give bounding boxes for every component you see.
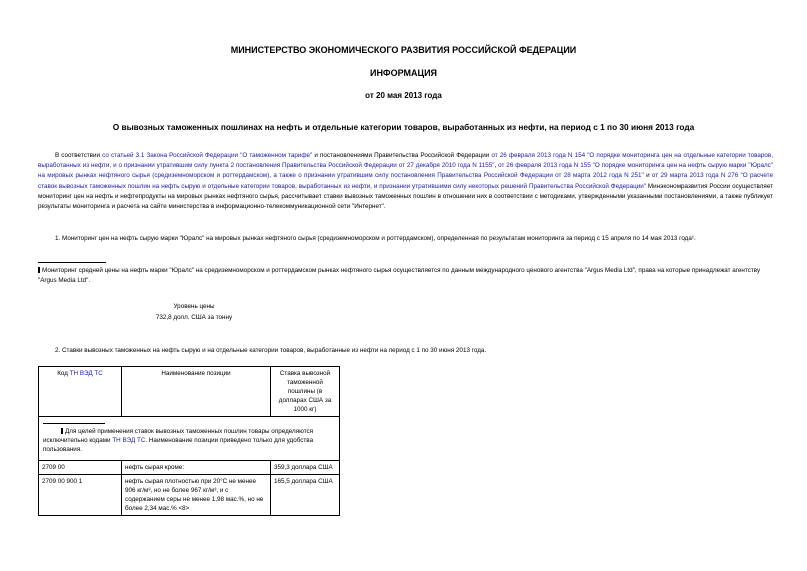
note-text: . Наименование позиции приведено только для удобства пользования. (43, 437, 314, 453)
row-name: нефть сырая плотностью при 20°С не менее 906 кг/м³, но не более 967 кг/м³, и с содержанием серы не менее 1,98 мас.%, но не более 2,34 мас.% <8> (122, 475, 271, 516)
tnved-link[interactable]: ТН ВЭД ТС (112, 437, 146, 444)
document-date: от 20 мая 2013 года (365, 91, 442, 100)
intro-text: и (643, 172, 652, 180)
table-note (39, 417, 340, 461)
intro-text: Минэкономразвития России осуществляет мониторинг цен на нефть и нефтепродукты на мировых рынках нефтяного сырья, рассчитывает ставки вывозных таможенных пошлин в отношении них в соответствии с методиками, утвержденными указанными постановлениями, а также публикует результаты мониторинга и расчета на сайте министерства в информационно-телекоммуникационной сети "Интернет". (38, 182, 773, 211)
price-level-label: Уровень цены (173, 303, 215, 310)
rates-paragraph: 2. Ставки вывозных таможенных на нефть сырую и на отдельные категории товаров, выработанные из нефти на период с 1 по 30 июня 2013 года. (55, 347, 487, 354)
footnote-marker-icon (61, 428, 63, 434)
footnote-marker-icon (38, 267, 40, 273)
note-marker (43, 428, 65, 435)
note-text: Для целей применения ставок вывозных таможенных пошлин товары определяются исключительно кодами (43, 428, 314, 444)
table-note-row (39, 417, 340, 461)
footnote-text: Мониторинг средней цены на нефть марки "Юралс" на средиземноморском и роттердамском рынках нефтяного сырья осуществляется по данным международного ценового агентства "Argus Media Ltd", права на которые принадлежат агентству "Argus Media Ltd". (38, 267, 761, 285)
footnote (38, 266, 773, 286)
law-link[interactable]: со статьей 3.1 Закона Российской Федерации "О таможенном тарифе" (102, 152, 313, 159)
header-rate: Ставка вывозной таможенной пошлины (в долларах США за 1000 кг) (271, 367, 340, 417)
price-level-value: 732,8 долл. США за тонну (155, 314, 233, 321)
decree-276-link[interactable]: от 29 марта 2013 года N 276 "О расчете ставок вывозных таможенных пошлин на нефть сырую и отдельные категории товаров, выработанных из нефти, и признании утратившими силу некоторых решений Правительства Российской Федерации" (38, 172, 773, 190)
intro-text: и постановлениями Правительства Российской Федерации (312, 152, 492, 159)
row-code: 2709 00 900 1 (39, 475, 122, 516)
tnved-link[interactable]: ТН ВЭД ТС (69, 370, 103, 377)
intro-text: , (494, 162, 499, 170)
header-name: Наименование позиции (122, 367, 271, 417)
intro-paragraph (38, 151, 773, 212)
row-code: 2709 00 (39, 461, 122, 475)
monitoring-paragraph: 1. Мониторинг цен на нефть сырую марки "Юралс" на мировых рынках нефтяного сырья (средиземноморском и роттердамском), определенная по результатам мониторинга за период с 15 апреля по 14 мая 2013 года¹. (55, 235, 696, 242)
footnote-separator (38, 262, 106, 263)
row-name: нефть сырая кроме: (122, 461, 271, 475)
table-row (39, 475, 340, 516)
ministry-title: МИНИСТЕРСТВО ЭКОНОМИЧЕСКОГО РАЗВИТИЯ РОССИЙСКОЙ ФЕДЕРАЦИИ (230, 45, 577, 55)
document-subject: О вывозных таможенных пошлинах на нефть и отдельные категории товаров, выработанных из нефти, на период с 1 по 30 июня 2013 года (112, 122, 695, 132)
decree-154-link[interactable]: от 26 февраля 2013 года N 154 "О порядке мониторинга цен на отдельные категории товаров, выработанных из нефти, и о признании утратившим силу пункта 2 постановления Правительства Российской Федерации от 27 декабря 2010 года N 1155" (38, 152, 774, 170)
document-type: ИНФОРМАЦИЯ (369, 68, 438, 78)
intro-text: В соответствии (55, 152, 103, 159)
header-code (39, 367, 122, 417)
row-rate: 359,3 доллара США (271, 461, 340, 475)
decree-155-link[interactable]: от 26 февраля 2013 года N 155 "О порядке мониторинга цен на нефть сырую марки "Юралс" на мировых рынках нефтяного сырья (средиземноморском и роттердамском), а также о признании утратившим силу постановления Правительства Российской Федерации от 28 марта 2012 года N 251" (38, 162, 774, 180)
note-separator (43, 423, 105, 424)
table-row (39, 461, 340, 475)
table-header-row (39, 367, 340, 417)
row-rate: 165,5 доллара США (271, 475, 340, 516)
header-code-text: Код (57, 370, 70, 377)
rates-table (38, 366, 340, 516)
